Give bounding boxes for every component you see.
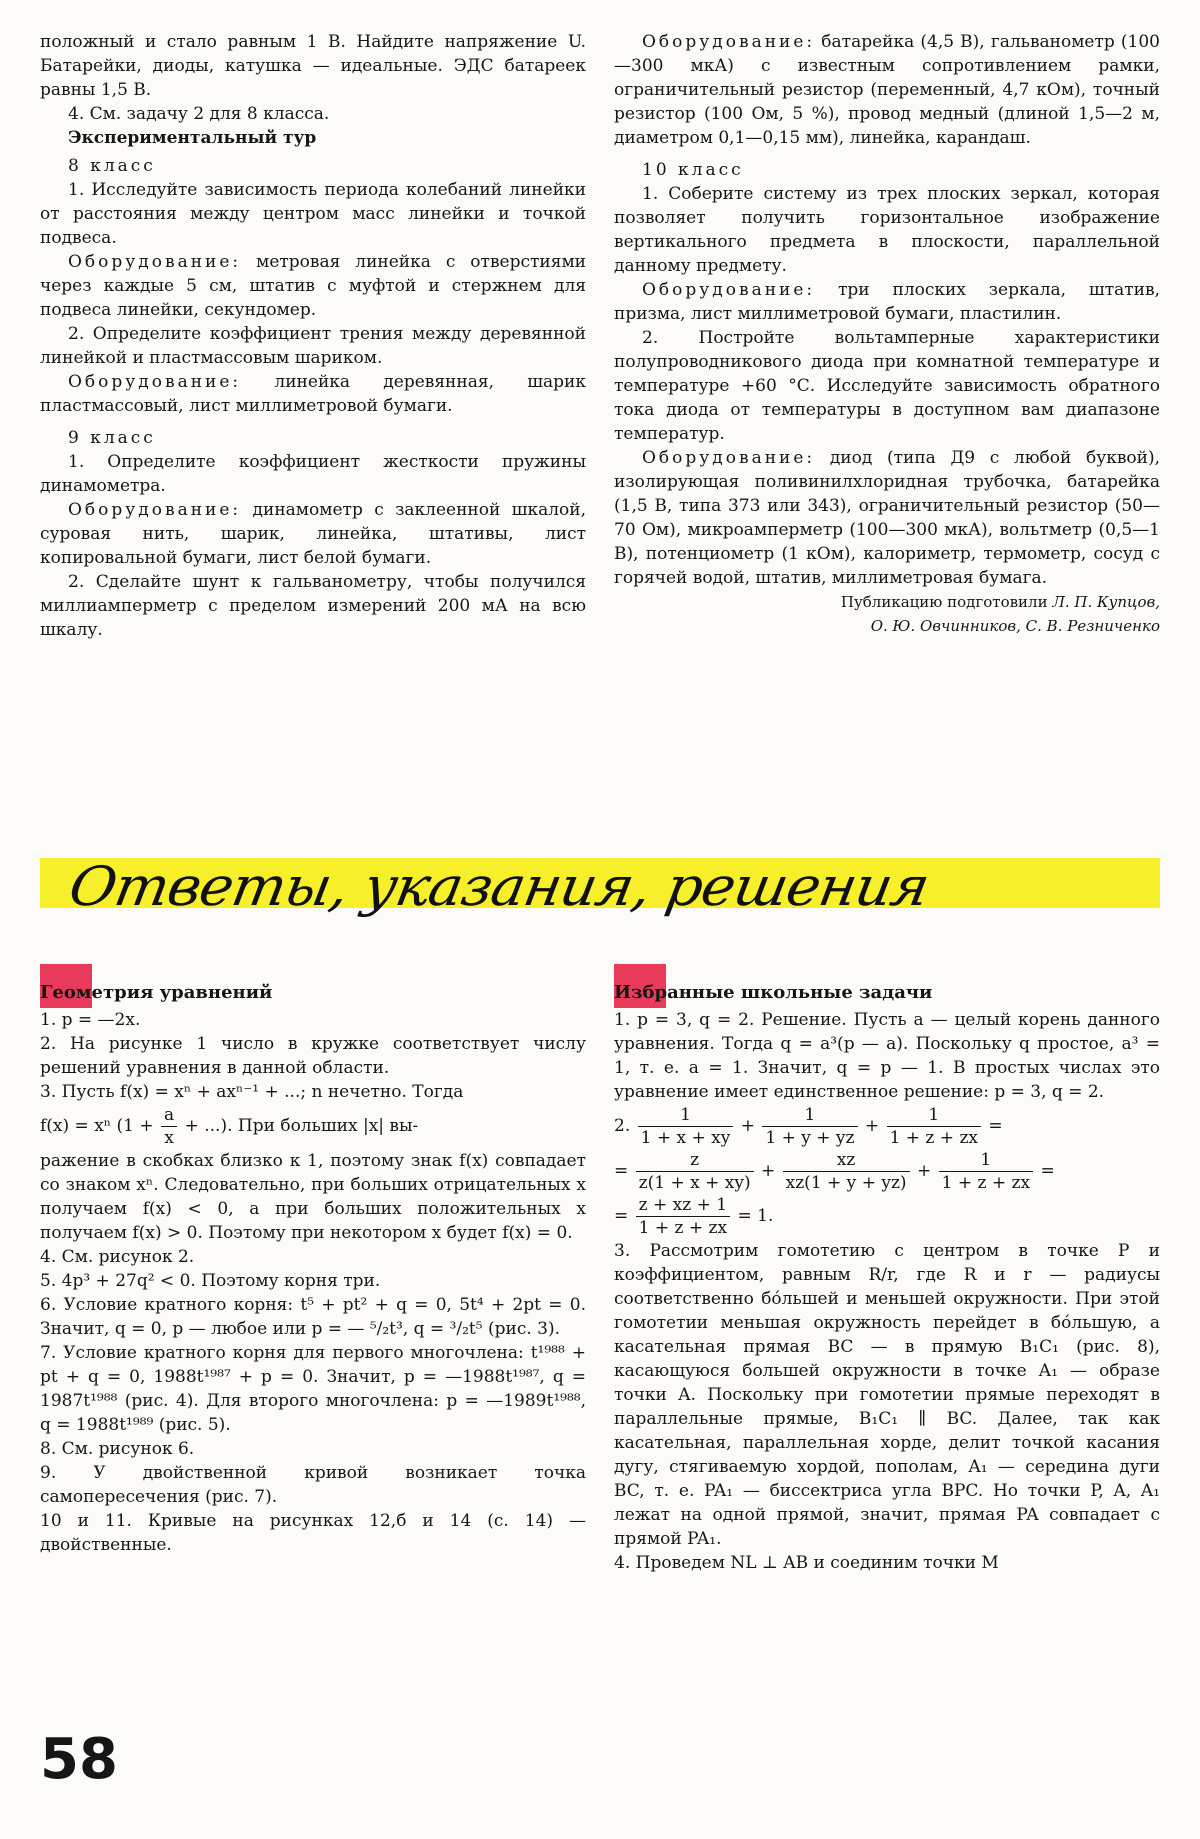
numerator: 1	[638, 1104, 734, 1127]
fraction	[762, 1104, 857, 1149]
numerator: a	[161, 1104, 177, 1127]
credits-authors: Л. П. Купцов,	[1052, 593, 1160, 611]
numerator: z + xz + 1	[636, 1194, 730, 1217]
answer: 1. p = —2x.	[40, 1010, 141, 1030]
numerator: 1	[887, 1104, 981, 1127]
answer: 6. Условие кратного корня: t⁵ + pt² + q = 0, 5t⁴ + 2pt = 0. Значит, q = 0, p — любое или p = — ⁵/₂t³, q = ³/₂t⁵ (рис. 3).	[40, 1295, 586, 1339]
answer: ражение в скобках близко к 1, поэтому знак f(x) совпадает со знаком xⁿ. Следовательно, при больших отрицательных x получаем f(x) < 0, а при больших положительных x получаем f(x) > 0. Поэтому при некотором x будет f(x) = 0.	[40, 1151, 586, 1243]
credits-authors: О. Ю. Овчинников, С. В. Резниченко	[870, 617, 1160, 635]
bottom-left-column	[40, 964, 586, 1557]
fraction	[887, 1104, 981, 1149]
answer: 5. 4p³ + 27q² < 0. Поэтому корня три.	[40, 1271, 381, 1291]
numerator: 1	[939, 1149, 1033, 1172]
equipment-label: Оборудование:	[642, 448, 816, 468]
paragraph: 4. См. задачу 2 для 8 класса.	[68, 104, 330, 124]
plus-sign: +	[740, 1116, 755, 1136]
fraction	[638, 1104, 734, 1149]
denominator: 1 + y + yz	[765, 1128, 855, 1148]
bottom-right-column	[614, 964, 1160, 1575]
section-title: Геометрия уравнений	[40, 982, 273, 1003]
denominator: x	[164, 1128, 174, 1148]
equals-sign: =	[988, 1116, 1003, 1136]
equipment-label: Оборудование:	[68, 372, 242, 392]
equipment-text: три плоских зеркала, штатив, призма, лист миллиметровой бумаги, пластилин.	[614, 280, 1160, 324]
answer: 3. Пусть f(x) = xⁿ + axⁿ⁻¹ + ...; n нечетно. Тогда	[40, 1082, 464, 1102]
section-title: Избранные школьные задачи	[614, 982, 933, 1003]
denominator: z(1 + x + xy)	[638, 1173, 751, 1193]
task: 2. Постройте вольтамперные характеристики полупроводникового диода при комнатной температуре и температуре +60 °С. Исследуйте зависимость обратного тока диода от температуры в доступном вам диапазоне температур.	[614, 328, 1160, 444]
answer: 10 и 11. Кривые на рисунках 12,б и 14 (с. 14) — двойственные.	[40, 1511, 586, 1555]
equipment	[40, 370, 586, 418]
answer: 4. См. рисунок 2.	[40, 1247, 195, 1267]
task: 1. Соберите систему из трех плоских зеркал, которая позволяет получить горизонтальное изображение вертикального предмета в плоскости, параллельной данному предмету.	[614, 184, 1160, 276]
equipment-label: Оборудование:	[68, 500, 242, 520]
answer: 8. См. рисунок 6.	[40, 1439, 195, 1459]
equals-sign: =	[1040, 1161, 1055, 1181]
equals-sign: =	[614, 1206, 629, 1226]
answer: 4. Проведем NL ⊥ AB и соединим точки M	[614, 1553, 999, 1573]
numerator: xz	[783, 1149, 910, 1172]
equipment-text: динамометр с заклеенной шкалой, суровая нить, шарик, линейка, штативы, лист копировальной бумаги, лист белой бумаги.	[40, 500, 587, 568]
denominator: 1 + z + zx	[638, 1218, 728, 1238]
denominator: 1 + z + zx	[941, 1173, 1031, 1193]
equals-sign: =	[614, 1161, 629, 1181]
fraction	[636, 1194, 730, 1239]
fraction	[636, 1149, 754, 1194]
fraction	[939, 1149, 1033, 1194]
equation-result: = 1.	[737, 1206, 774, 1226]
paragraph: положный и стало равным 1 В. Найдите напряжение U. Батарейки, диоды, катушка — идеальные. ЭДС батареек равны 1,5 В.	[40, 32, 586, 100]
denominator: xz(1 + y + yz)	[785, 1173, 907, 1193]
task: 2. Определите коэффициент трения между деревянной линейкой и пластмассовым шариком.	[40, 324, 586, 368]
task: 1. Определите коэффициент жесткости пружины динамометра.	[40, 452, 586, 496]
banner-title: Ответы, указания, решения	[64, 855, 934, 918]
equation-line-3	[614, 1194, 1160, 1239]
equipment	[614, 30, 1160, 150]
equipment-label: Оборудование:	[642, 280, 816, 300]
fraction	[783, 1149, 910, 1194]
numerator: 1	[762, 1104, 857, 1127]
credits	[614, 590, 1160, 614]
page-number: 58	[40, 1727, 118, 1792]
equipment-text: диод (типа Д9 с любой буквой), изолирующая поливинилхлоридная трубочка, батарейка (1,5 В, типа 373 или 343), ограничительный резистор (50—70 Ом), микроамперметр (100—300 мкА), вольтметр (0,5—1 В), потенциометр (1 кОм), калориметр, термометр, сосуд с горячей водой, штатив, миллиметровая бумага.	[614, 448, 1160, 588]
top-right-column	[614, 30, 1160, 638]
formula-part: + ...). При больших |x| вы-	[184, 1116, 419, 1136]
grade-heading: 9 класс	[68, 428, 156, 448]
answer-formula	[40, 1104, 586, 1149]
answer: 1. p = 3, q = 2. Решение. Пусть a — целый корень данного уравнения. Тогда q = a³(p — a). Поскольку q простое, a³ = 1, т. е. a = 1. Значит, q = p — 1. В простых числах это уравнение имеет единственное решение: p = 3, q = 2.	[614, 1010, 1160, 1102]
equipment	[40, 250, 586, 322]
section-heading	[614, 964, 1160, 1008]
equipment-text: батарейка (4,5 В), гальванометр (100—300 мкА) с известным сопротивлением рамки, ограничительный резистор (переменный, 4,7 кОм), точный резистор (100 Ом, 5 %), провод медный (длиной 1,5—2 м, диаметром 0,1—0,15 мм), линейка, карандаш.	[614, 32, 1160, 148]
equipment-text: метровая линейка с отверстиями через каждые 5 см, штатив с муфтой и стержнем для подвеса линейки, секундомер.	[40, 252, 586, 320]
equipment-label: Оборудование:	[68, 252, 242, 272]
task: 1. Исследуйте зависимость периода колебаний линейки от расстояния между центром масс линейки и точкой подвеса.	[40, 180, 586, 248]
plus-sign: +	[760, 1161, 776, 1181]
formula-part: f(x) = xⁿ (1 +	[40, 1116, 154, 1136]
answer: 7. Условие кратного корня для первого многочлена: t¹⁹⁸⁸ + pt + q = 0, 1988t¹⁹⁸⁷ + p = 0. Значит, p = —1988t¹⁹⁸⁷, q = 1987t¹⁹⁸⁸ (рис. 4). Для второго многочлена: p = —1989t¹⁹⁸⁸, q = 1988t¹⁹⁸⁹ (рис. 5).	[40, 1343, 586, 1435]
answer: 3. Рассмотрим гомотетию с центром в точке P и коэффициентом, равным R/r, где R и r — радиусы соответственно бо́льшей и меньшей окружности. При этой гомотетии меньшая окружность перейдет в бо́льшую, а касательная прямая BC — в прямую B₁C₁ (рис. 8), касающуюся большей окружности в точке A₁ — образе точки A. Поскольку при гомотетии прямые переходят в параллельные прямые, B₁C₁ ∥ BC. Далее, так как касательная, параллельная хорде, делит точкой касания дугу, стягиваемую хордой, пополам, A₁ — середина дуги BC, т. е. PA₁ — биссектриса угла BPC. Но точки P, A, A₁ лежат на одной прямой, значит, прямая PA совпадает с прямой PA₁.	[614, 1241, 1160, 1549]
subheading: Экспериментальный тур	[68, 128, 317, 148]
task: 2. Сделайте шунт к гальванометру, чтобы получился миллиамперметр с пределом измерений 200 мА на всю шкалу.	[40, 572, 586, 640]
grade-heading: 10 класс	[642, 160, 744, 180]
numerator: z	[636, 1149, 754, 1172]
equipment-label: Оборудование:	[642, 32, 816, 52]
section-banner	[40, 855, 1160, 918]
credits-line-2	[614, 614, 1160, 638]
denominator: 1 + z + zx	[889, 1128, 978, 1148]
grade-heading: 8 класс	[68, 156, 156, 176]
answer-number: 2.	[614, 1116, 631, 1136]
section-heading	[40, 964, 586, 1008]
equation-line-1	[614, 1104, 1160, 1149]
credits-prefix: Публикацию подготовили	[840, 593, 1048, 611]
equipment	[614, 278, 1160, 326]
plus-sign: +	[916, 1161, 932, 1181]
plus-sign: +	[864, 1116, 880, 1136]
denominator: 1 + x + xy	[640, 1128, 731, 1148]
equipment	[40, 498, 586, 570]
answer: 9. У двойственной кривой возникает точка самопересечения (рис. 7).	[40, 1463, 586, 1507]
answer: 2. На рисунке 1 число в кружке соответствует числу решений уравнения в данной области.	[40, 1034, 586, 1078]
top-left-column	[40, 30, 586, 642]
equipment	[614, 446, 1160, 590]
fraction	[161, 1104, 177, 1149]
equation-line-2	[614, 1149, 1160, 1194]
equipment-text: линейка деревянная, шарик пластмассовый, лист миллиметровой бумаги.	[40, 372, 587, 416]
